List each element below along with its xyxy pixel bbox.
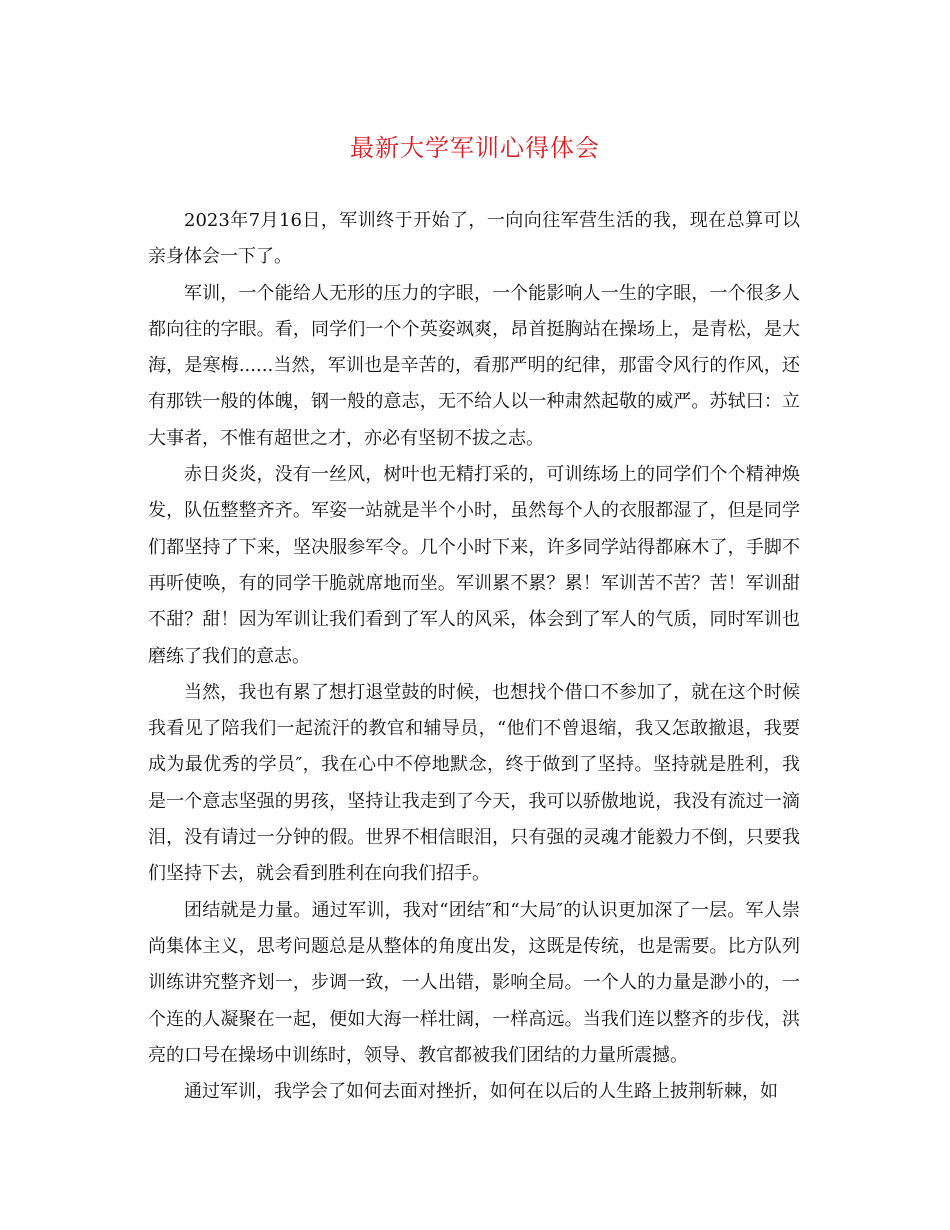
paragraph-1: 2023年7月16日，军训终于开始了，一向向往军营生活的我，现在总算可以亲身体会一下了。 (148, 210, 800, 268)
document-title: 最新大学军训心得体会 (350, 134, 600, 162)
paragraph-5: 团结就是力量。通过军训，我对“团结″和“大局″的认识更加深了一层。军人崇尚集体主义，思考问题总是从整体的角度出发，这既是传统，也是需要。比方队列训练讲究整齐划一，步调一致，一人出错，影响全局。一个人的力量是渺小的，一个连的人凝聚在一起，便如大海一样壮阔，一样高远。当我们连以整齐的步伐，洪亮的口号在操场中训练时，领导、教官都被我们团结的力量所震撼。 (148, 899, 800, 1066)
paragraph-3: 赤日炎炎，没有一丝风，树叶也无精打采的，可训练场上的同学们个个精神焕发，队伍整整齐齐。军姿一站就是半个小时，虽然每个人的衣服都湿了，但是同学们都坚持了下来，坚决服参军令。几个小时下来，许多同学站得都麻木了，手脚不再听使唤，有的同学干脆就席地而坐。军训累不累？累！军训苦不苦？苦！军训甜不甜？甜！因为军训让我们看到了军人的风采，体会到了军人的气质，同时军训也磨练了我们的意志。 (148, 464, 800, 667)
paragraph-2: 军训，一个能给人无形的压力的字眼，一个能影响人一生的字眼，一个很多人都向往的字眼。看，同学们一个个英姿飒爽，昂首挺胸站在操场上，是青松，是大海，是寒梅......当然，军训也是辛苦的，看那严明的纪律，那雷令风行的作风，还有那铁一般的体魄，钢一般的意志，无不给人以一种肃然起敬的威严。苏轼曰：立大事者，不惟有超世之才，亦必有坚韧不拔之志。 (148, 282, 800, 449)
paragraph-4: 当然，我也有累了想打退堂鼓的时候，也想找个借口不参加了，就在这个时候我看见了陪我们一起流汗的教官和辅导员，“他们不曾退缩，我又怎敢撤退，我要成为最优秀的学员″，我在心中不停地默念，终于做到了坚持。坚持就是胜利，我是一个意志坚强的男孩，坚持让我走到了今天，我可以骄傲地说，我没有流过一滴泪，没有请过一分钟的假。世界不相信眼泪，只有强的灵魂才能毅力不倒，只要我们坚持下去，就会看到胜利在向我们招手。 (148, 681, 800, 885)
paragraph-6: 通过军训，我学会了如何去面对挫折，如何在以后的人生路上披荆斩棘，如 (184, 1081, 778, 1103)
document-body (148, 203, 800, 1110)
